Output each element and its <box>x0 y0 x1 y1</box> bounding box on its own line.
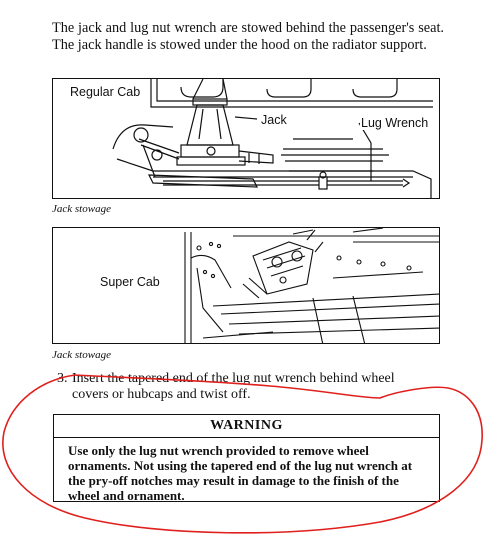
warning-title: WARNING <box>54 415 439 438</box>
step-number: 3. <box>57 371 68 386</box>
step-text-line2: covers or hubcaps and twist off. <box>72 387 251 402</box>
figure-super-cab <box>52 227 440 344</box>
label-super-cab: Super Cab <box>100 275 160 289</box>
label-jack: Jack <box>261 113 287 127</box>
intro-paragraph: The jack and lug nut wrench are stowed behind the passenger's seat. The jack handle is stowed under the hood on the radiator support. <box>52 20 444 53</box>
instruction-step <box>57 371 442 403</box>
figure2-caption: Jack stowage <box>52 349 111 361</box>
warning-box <box>53 414 440 502</box>
figure-regular-cab <box>52 78 440 199</box>
label-lug-wrench: Lug Wrench <box>361 116 429 130</box>
warning-body: Use only the lug nut wrench provided to remove wheel ornaments. Not using the tapered end of the lug nut wrench at the pry-off notches may result in damage to the finish of the wheel and ornament. <box>68 443 413 503</box>
figure1-caption: Jack stowage <box>52 203 111 215</box>
label-regular-cab: Regular Cab <box>70 85 141 99</box>
step-text-line1: Insert the tapered end of the lug nut wrench behind wheel <box>72 371 395 386</box>
